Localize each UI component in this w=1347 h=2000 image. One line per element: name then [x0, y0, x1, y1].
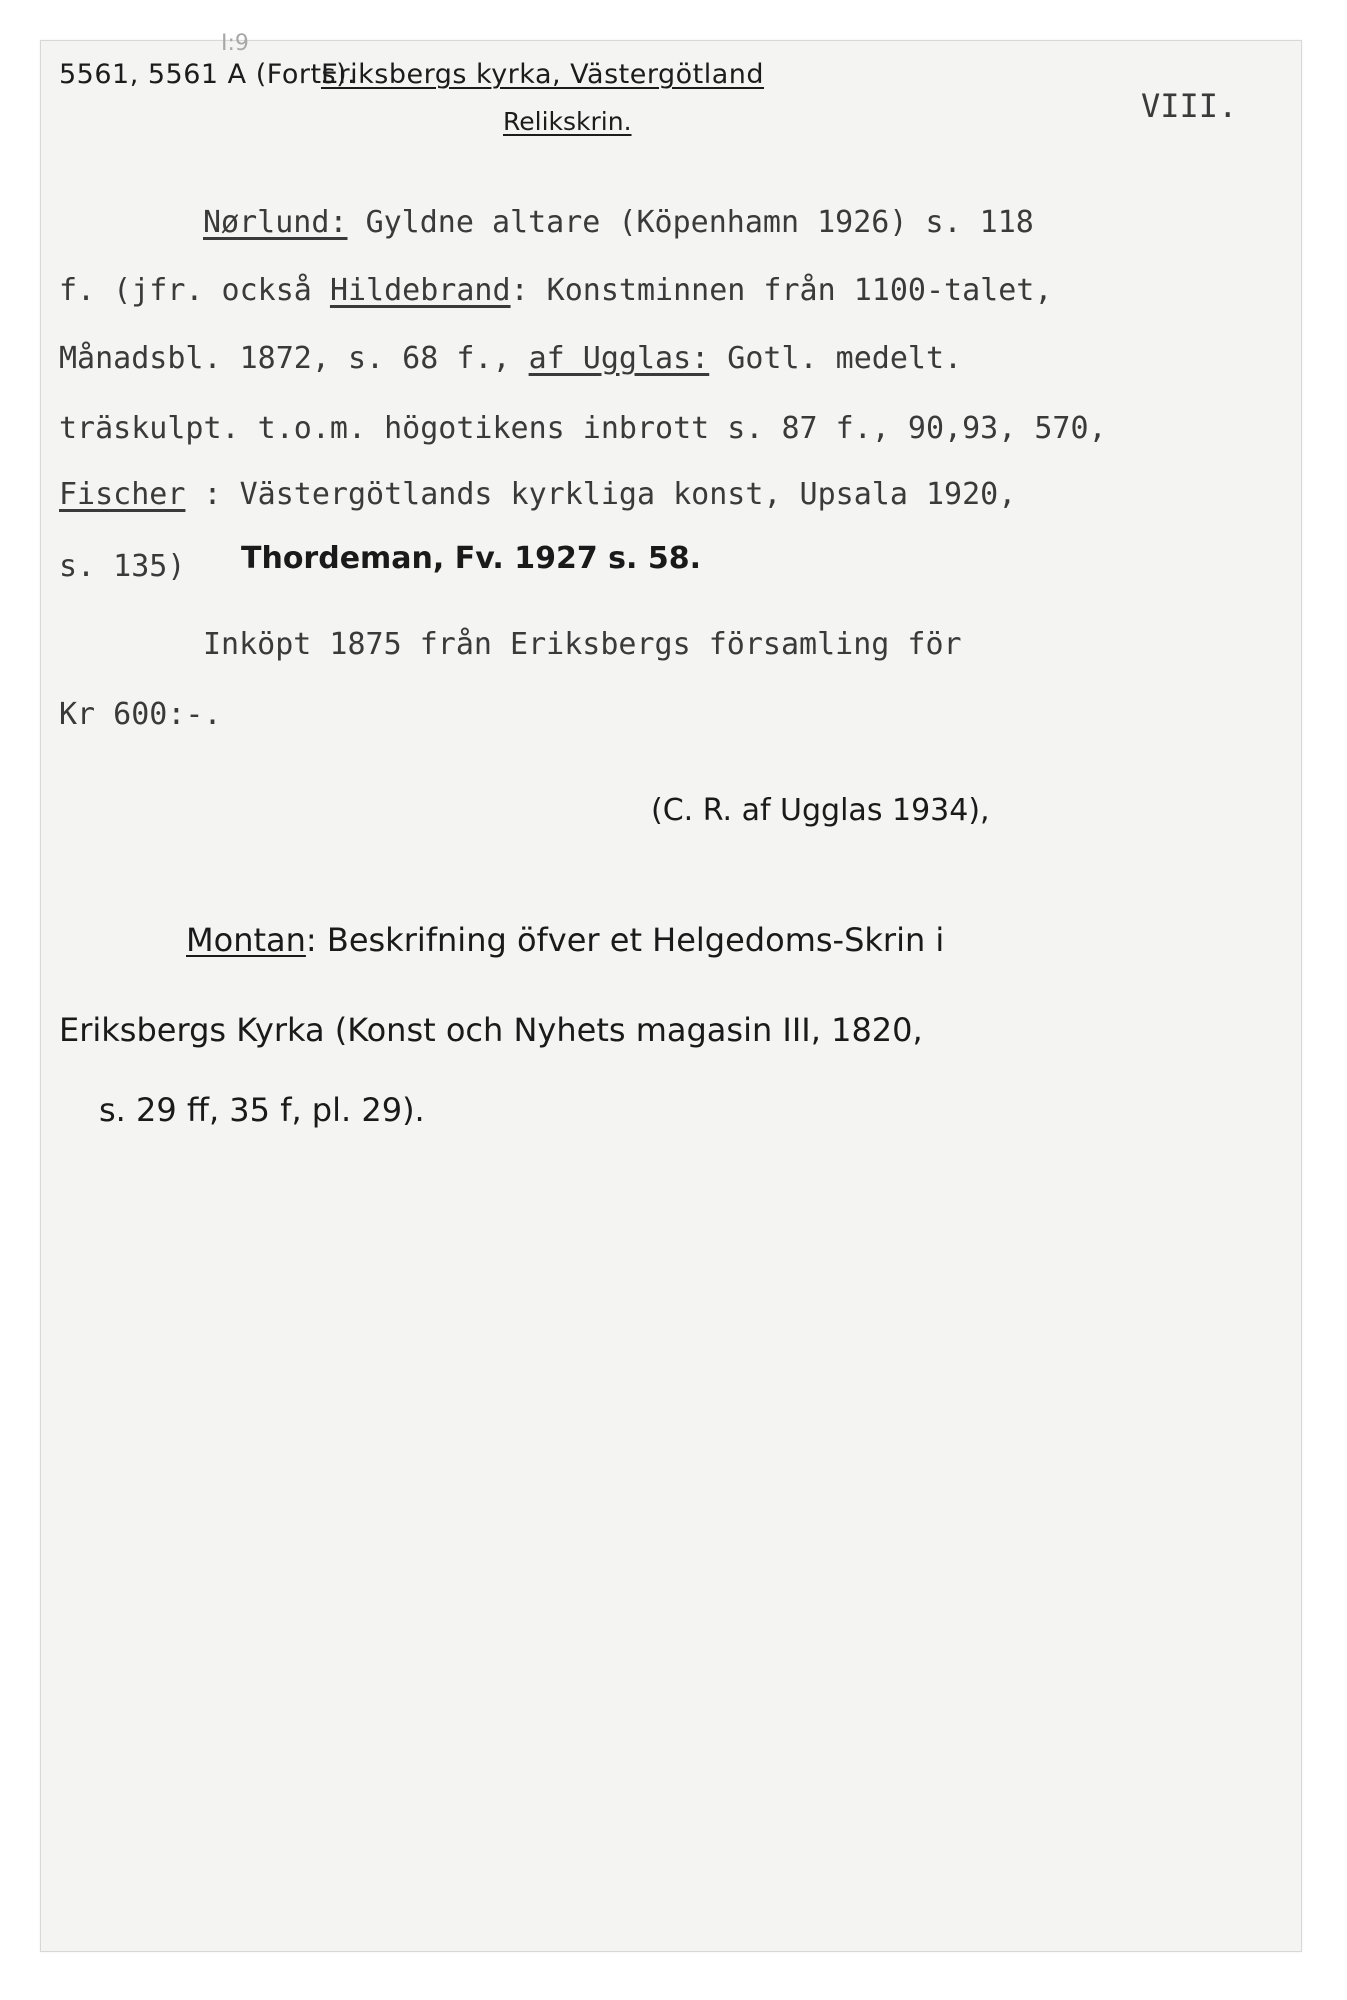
purchase-line-2: Kr 600:-. [59, 697, 222, 732]
ref-line-3 [59, 341, 962, 376]
montan-line-1 [186, 921, 944, 959]
ref-line-1-text: Gyldne altare (Köpenhamn 1926) s. 118 [365, 205, 1034, 240]
ref-line-1 [203, 205, 1034, 240]
index-card [40, 31, 1302, 1952]
header-numbers: 5561, 5561 A (Forts). [59, 59, 357, 90]
ref-line-6: s. 135) [59, 549, 186, 584]
handwritten-thordeman: Thordeman, Fv. 1927 s. 58. [241, 541, 701, 576]
purchase-line-1: Inköpt 1875 från Eriksbergs församling för [203, 627, 962, 662]
montan-line-2: Eriksbergs Kyrka (Konst och Nyhets magasin III, 1820, [59, 1011, 923, 1049]
ref-line-2-b: : Konstminnen från 1100-talet, [510, 273, 1053, 308]
author-hildebrand: Hildebrand [329, 273, 511, 308]
montan-line-3: s. 29 ff, 35 f, pl. 29). [99, 1091, 425, 1129]
roman-numeral: VIII. [1141, 87, 1238, 125]
ref-line-5 [59, 477, 1016, 512]
header-subtitle: Relikskrin. [503, 107, 632, 136]
ref-line-4: träskulpt. t.o.m. högotikens inbrott s. 87 f., 90,93, 570, [59, 411, 1107, 446]
header-title: Eriksbergs kyrka, Västergötland [321, 59, 765, 90]
signature: (C. R. af Ugglas 1934), [651, 793, 990, 828]
author-ugglas: af Ugglas: [528, 341, 710, 376]
author-montan: Montan [186, 921, 306, 959]
ref-line-5-text: : Västergötlands kyrkliga konst, Upsala 1920, [203, 477, 1017, 512]
montan-line-1-text: : Beskrifning öfver et Helgedoms-Skrin i [305, 921, 945, 959]
ref-line-2 [59, 273, 1052, 308]
author-fischer: Fischer [59, 477, 186, 512]
ref-line-3-b: Gotl. medelt. [727, 341, 963, 376]
pencil-note: I:9 [221, 31, 249, 56]
ref-line-2-a: f. (jfr. också [59, 273, 312, 308]
author-norlund: Nørlund: [203, 205, 348, 240]
ref-line-3-a: Månadsbl. 1872, s. 68 f., [59, 341, 511, 376]
